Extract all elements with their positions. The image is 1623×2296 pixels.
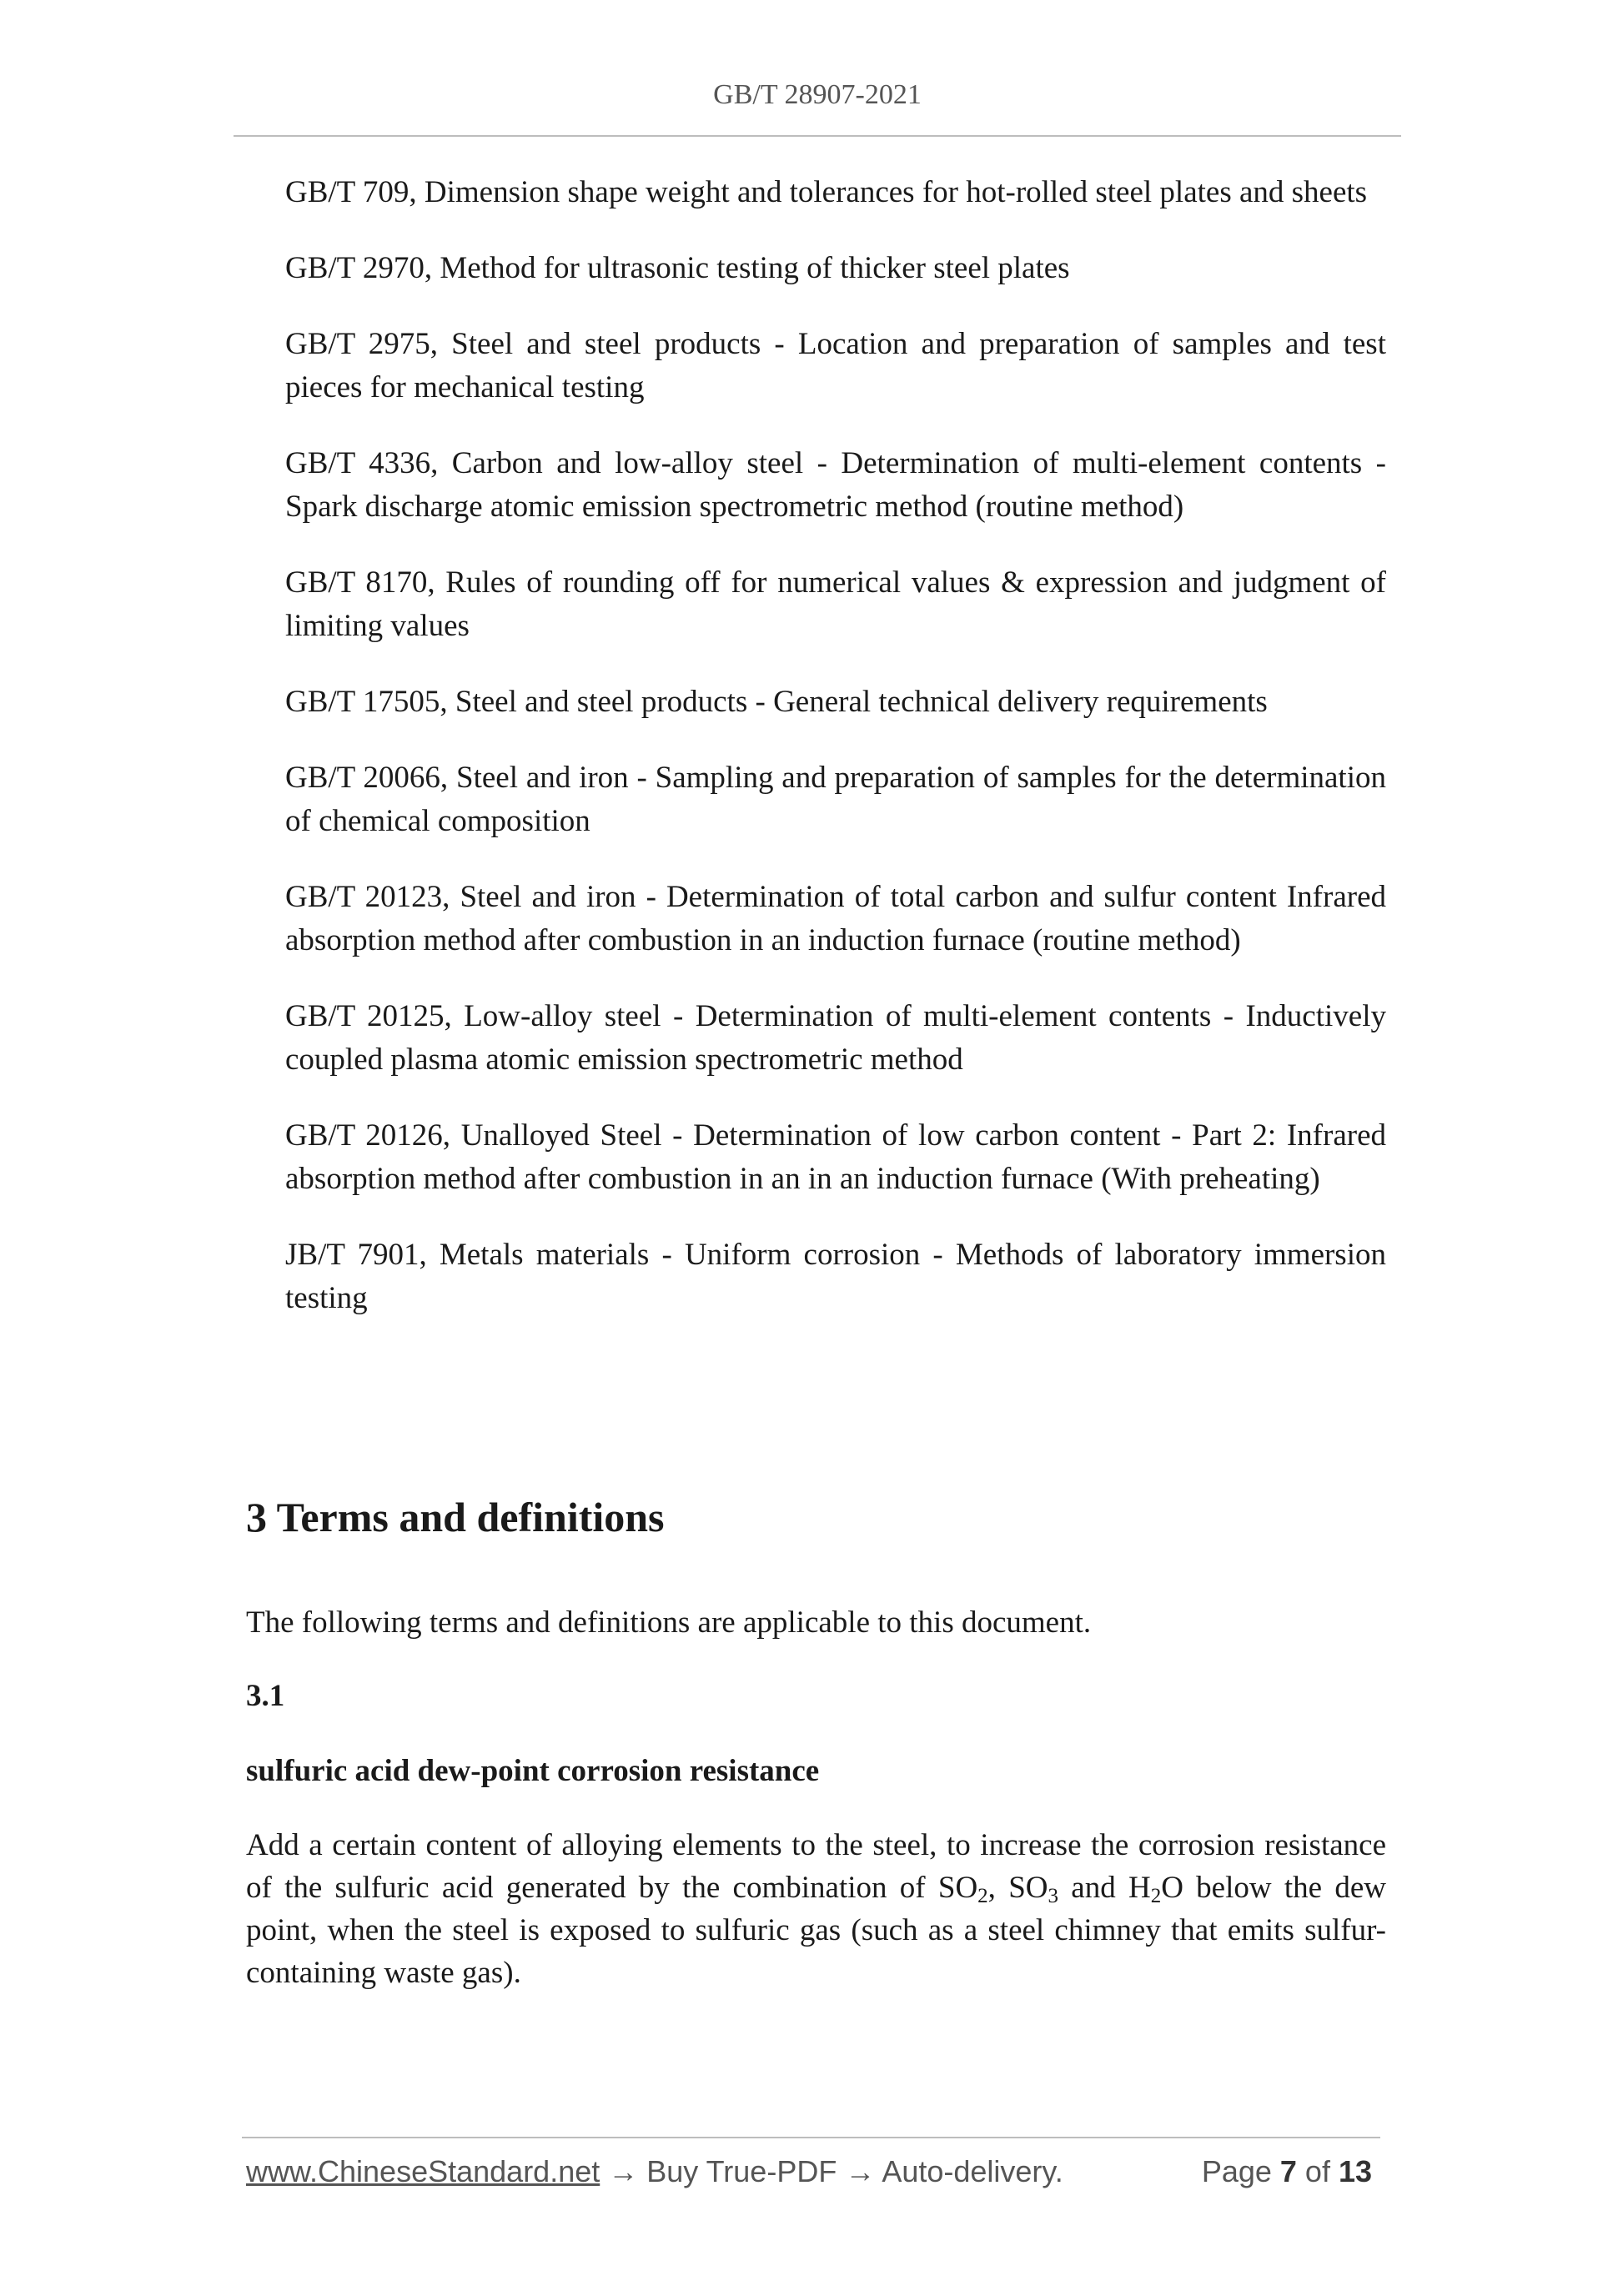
reference-item: GB/T 709, Dimension shape weight and tolerances for hot-rolled steel plates and sheets bbox=[285, 175, 1368, 209]
definition-text: O below the dew point, when the steel is exposed to sulfuric gas (such as a steel chimney that emits sulfur-containing waste gas). bbox=[246, 1871, 1386, 1990]
reference-item: GB/T 20125, Low-alloy steel - Determination of multi-element contents - Inductively coupled plasma atomic emission spectrometric method bbox=[285, 999, 1386, 1077]
reference-item: GB/T 4336, Carbon and low-alloy steel - Determination of multi-element contents - Spark discharge atomic emission spectrometric method (routine method) bbox=[285, 446, 1386, 524]
reference-item: JB/T 7901, Metals materials - Uniform corrosion - Methods of laboratory immersion testing bbox=[285, 1238, 1386, 1315]
term-definition bbox=[246, 1824, 1386, 1994]
footer-divider bbox=[242, 2137, 1380, 2138]
website-link[interactable]: www.ChineseStandard.net bbox=[246, 2154, 600, 2188]
normative-references-list bbox=[285, 171, 1386, 1353]
header-divider bbox=[234, 135, 1401, 137]
clause-number: 3.1 bbox=[246, 1679, 285, 1713]
promo-text: → Buy True-PDF → Auto-delivery. bbox=[600, 2154, 1063, 2188]
definition-text: Add a certain content of alloying elements to the steel, to increase the corrosion resistance of the sulfuric acid generated by the combination of SO bbox=[246, 1828, 1386, 1905]
reference-item: GB/T 2975, Steel and steel products - Location and preparation of samples and test pieces for mechanical testing bbox=[285, 327, 1386, 404]
reference-item: GB/T 20126, Unalloyed Steel - Determination of low carbon content - Part 2: Infrared absorption method after combustion in an in an induction furnace (With preheating) bbox=[285, 1118, 1386, 1196]
total-pages-number: 13 bbox=[1338, 2154, 1372, 2188]
reference-item: GB/T 20123, Steel and iron - Determination of total carbon and sulfur content Infrared absorption method after combustion in an induction furnace (routine method) bbox=[285, 880, 1386, 957]
definition-text: , SO bbox=[987, 1871, 1048, 1905]
page-label: Page bbox=[1201, 2154, 1280, 2188]
subscript-number: 2 bbox=[977, 1885, 988, 1907]
section-heading: 3 Terms and definitions bbox=[246, 1494, 665, 1540]
section-intro: The following terms and definitions are applicable to this document. bbox=[246, 1605, 1092, 1640]
page-indicator bbox=[1202, 2154, 1372, 2189]
subscript-number: 2 bbox=[1150, 1885, 1162, 1907]
reference-item: GB/T 2970, Method for ultrasonic testing of thicker steel plates bbox=[285, 251, 1070, 285]
reference-item: GB/T 20066, Steel and iron - Sampling and preparation of samples for the determination of chemical composition bbox=[285, 761, 1386, 838]
term-name: sulfuric acid dew-point corrosion resistance bbox=[246, 1754, 820, 1788]
document-code-header: GB/T 28907-2021 bbox=[713, 79, 922, 110]
definition-text: and H bbox=[1058, 1871, 1151, 1905]
reference-item: GB/T 8170, Rules of rounding off for numerical values & expression and judgment of limiting values bbox=[285, 565, 1386, 643]
page-of-label: of bbox=[1296, 2154, 1339, 2188]
reference-item: GB/T 17505, Steel and steel products - General technical delivery requirements bbox=[285, 685, 1268, 719]
current-page-number: 7 bbox=[1279, 2154, 1297, 2188]
footer-promo bbox=[246, 2154, 1063, 2189]
subscript-number: 3 bbox=[1048, 1885, 1058, 1907]
